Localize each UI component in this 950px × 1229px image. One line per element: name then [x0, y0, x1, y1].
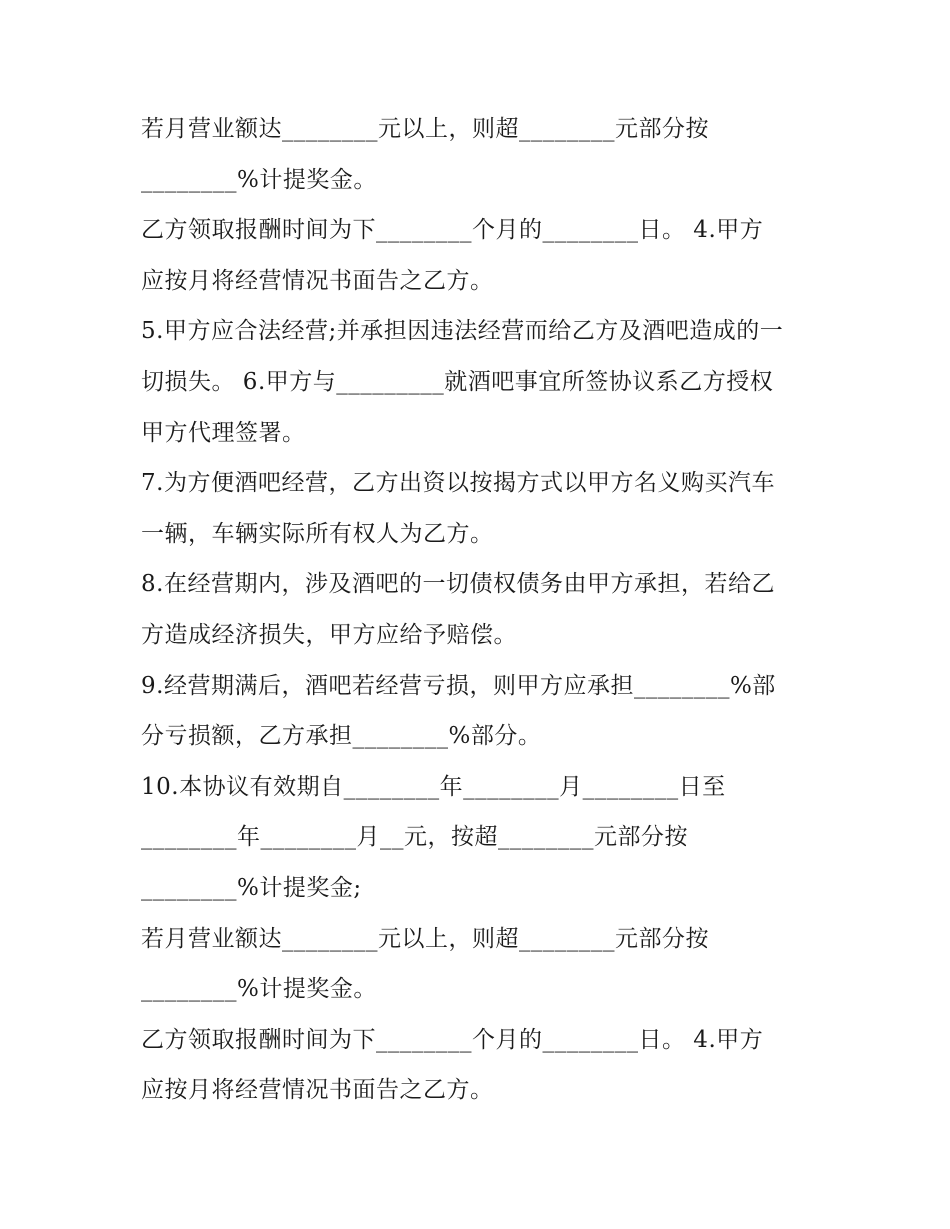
text-line: 9.经营期满后，酒吧若经营亏损，则甲方应承担________%部	[141, 672, 776, 699]
text-line: 应按月将经营情况书面告之乙方。	[141, 1077, 494, 1104]
text-line: 分亏损额，乙方承担________%部分。	[141, 723, 542, 750]
text-line: 甲方代理签署。	[141, 419, 306, 446]
text-line: 一辆，车辆实际所有权人为乙方。	[141, 520, 494, 547]
text-line: ________%计提奖金;	[141, 874, 362, 901]
text-line: ________%计提奖金。	[141, 166, 377, 193]
text-line: 5.甲方应合法经营;并承担因违法经营而给乙方及酒吧造成的一	[141, 318, 784, 345]
document-body	[141, 104, 821, 1116]
text-line: 应按月将经营情况书面告之乙方。	[141, 267, 494, 294]
text-line: 乙方领取报酬时间为下________个月的________日。 4.甲方	[141, 1026, 764, 1053]
text-line: 8.在经营期内，涉及酒吧的一切债权债务由甲方承担，若给乙	[141, 571, 775, 598]
text-line: ________年________月__元，按超________元部分按	[141, 824, 688, 851]
text-line: 乙方领取报酬时间为下________个月的________日。 4.甲方	[141, 217, 764, 244]
text-line: 7.为方便酒吧经营，乙方出资以按揭方式以甲方名义购买汽车	[141, 470, 775, 497]
text-line: 若月营业额达________元以上，则超________元部分按	[141, 925, 709, 952]
text-line: 若月营业额达________元以上，则超________元部分按	[141, 116, 709, 142]
text-line: 10.本协议有效期自________年________月________日至	[141, 773, 726, 800]
text-line: 切损失。 6.甲方与_________就酒吧事宜所签协议系乙方授权	[141, 368, 774, 395]
text-line: ________%计提奖金。	[141, 976, 377, 1003]
text-line: 方造成经济损失，甲方应给予赔偿。	[141, 621, 517, 648]
